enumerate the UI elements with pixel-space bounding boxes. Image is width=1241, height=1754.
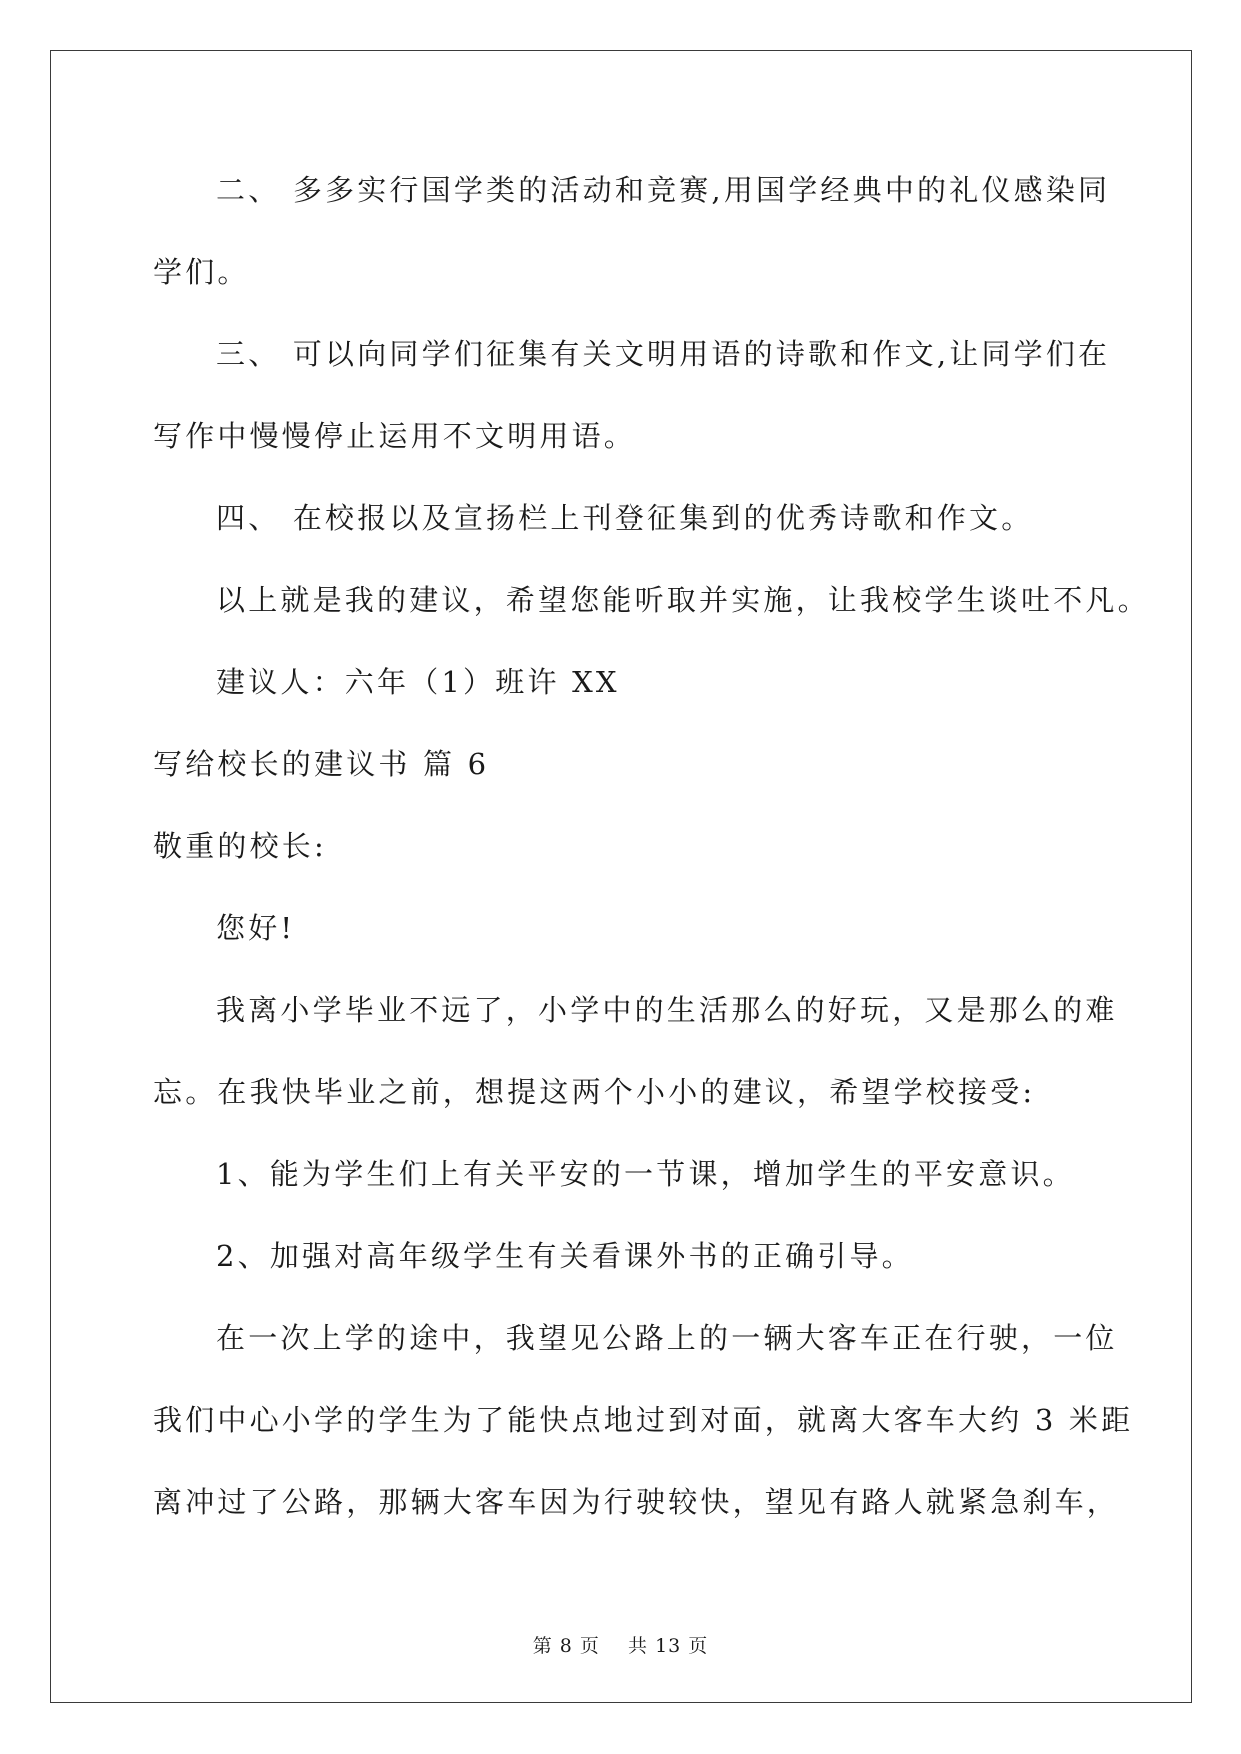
list-item: 1、能为学生们上有关平安的一节课，增加学生的平安意识。 (216, 1157, 1075, 1191)
paragraph-line: 离冲过了公路，那辆大客车因为行驶较快，望见有路人就紧急刹车， (153, 1485, 1120, 1519)
paragraph-line: 我离小学毕业不远了，小学中的生活那么的好玩，又是那么的难 (216, 993, 1118, 1027)
paragraph-line: 忘。在我快毕业之前，想提这两个小小的建议，希望学校接受: (153, 1075, 1036, 1109)
paragraph-line: 以上就是我的建议，希望您能听取并实施，让我校学生谈吐不凡。 (216, 583, 1150, 617)
page-number-footer: 第 8 页 共 13 页 (532, 1635, 709, 1657)
paragraph-line: 在一次上学的途中，我望见公路上的一辆大客车正在行驶，一位 (216, 1321, 1118, 1355)
paragraph-line: 四、 在校报以及宣扬栏上刊登征集到的优秀诗歌和作文。 (216, 501, 1034, 535)
paragraph-line: 二、 多多实行国学类的活动和竞赛,用国学经典中的礼仪感染同 (216, 173, 1111, 207)
paragraph-line: 写作中慢慢停止运用不文明用语。 (153, 419, 637, 453)
section-heading: 写给校长的建议书 篇 6 (153, 747, 490, 781)
list-item: 2、加强对高年级学生有关看课外书的正确引导。 (216, 1239, 914, 1273)
paragraph-line: 学们。 (153, 255, 250, 289)
salutation: 敬重的校长: (153, 829, 327, 863)
greeting: 您好! (216, 911, 296, 945)
paragraph-line: 我们中心小学的学生为了能快点地过到对面，就离大客车大约 3 米距 (153, 1403, 1134, 1437)
paragraph-line: 三、 可以向同学们征集有关文明用语的诗歌和作文,让同学们在 (216, 337, 1111, 371)
signature-line: 建议人：六年（1）班许 XX (216, 665, 620, 699)
page-border (50, 50, 1192, 1703)
